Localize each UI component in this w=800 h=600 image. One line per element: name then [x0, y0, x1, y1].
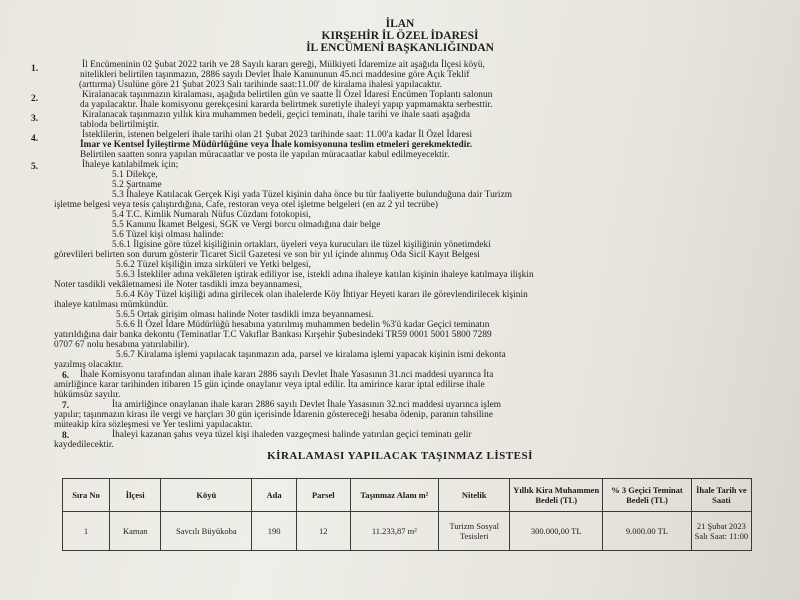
item-number: 6.	[62, 371, 70, 381]
item-line: Kiralanacak taşınmazın yıllık kira muhammen bedeli, geçici teminatı, ihale tarihi ve ihale saati aşağıda	[82, 110, 471, 120]
table-header-row	[63, 479, 752, 512]
item-line: 5.5 Kanunu İkamet Belgesi, SGK ve Vergi borcu olmadığına dair belge	[112, 220, 381, 230]
table-title: KİRALAMASI YAPILACAK TAŞINMAZ LİSTESİ	[267, 450, 533, 462]
notice-title: İLAN	[385, 18, 415, 30]
item-line: nitelikleri belirtilen taşınmazın, 2886 sayılı Devlet İhale Kanununun 45.nci maddesine göre Açık Teklif	[80, 70, 470, 80]
item-line: 5.6.3 İstekliler adına vekâleten iştirak ediliyor ise, istekli adına ihaleye katılan kişinin ihaleye katılmaya ilişkin	[116, 270, 534, 280]
item-line: (arttırma) Usulüne göre 21 Şubat 2023 Salı tarihinde saat:11.00' de kiralama ihalesi yapılacaktır.	[79, 80, 443, 90]
item-line: 5.6.7 Kiralama işlemi yapılacak taşınmazın ada, parsel ve kiralama işlemi yapacak kişinin ismi dekonta	[116, 350, 506, 360]
item-line: hükümsüz sayılır.	[54, 390, 121, 400]
item-line: 5.6.4 Köy Tüzel kişiliği adına girilecek olan ihalelerde Köy İhtiyar Heyeti kararı ile görevlendirilecek kişinin	[116, 290, 528, 300]
item-number: 8.	[62, 431, 70, 441]
item-line: 5.2 Şartname	[112, 180, 162, 190]
item-line: İsteklilerin, istenen belgeleri ihale tarihi olan 21 Şubat 2023 tarihinde saat: 11.00'a kadar İl Özel İdaresi	[82, 130, 473, 140]
item-line: İhale Komisyonu tarafından alınan ihale kararı 2886 sayılı Devlet İhale Yasasının 31.nci maddesi uyarınca İta	[80, 370, 494, 380]
table-row	[63, 512, 752, 551]
item-line: İta amirliğince onaylanan ihale kararı 2886 sayılı Devlet İhale Yasasının 32.nci maddesi uyarınca işlem	[112, 400, 502, 410]
item-line: işletme belgesi veya tesis çalıştırdığına, Cafe, restoran veya otel işletme belgeleri (en az 2 yıl tecrübe)	[54, 200, 439, 210]
item-line: 5.6.6 İl Özel İdare Müdürlüğü hesabına yatırılmış muhammen bedelin %3'ü kadar Geçici teminatın	[116, 320, 490, 330]
item-line: İhaleye katılabilmek için;	[82, 160, 179, 170]
item-line: İl Encümeninin 02 Şubat 2022 tarih ve 28 Sayılı kararı gereği, Mülkiyeti İdaremize ait aşağıda İlçesi köyü,	[82, 60, 485, 70]
table-cell: Turizm Sosyal Tesisleri	[439, 512, 510, 551]
column-header: Ada	[252, 479, 297, 512]
item-line: yapılır; taşınmazın kirası ile vergi ve harçları 30 gün içerisinde İdarenin göstereceği hesaba ödenip, paranın tahsiline	[54, 410, 494, 420]
table-cell: Kaman	[110, 512, 161, 551]
item-line: 5.6.5 Ortak girişim olması halinde Noter tasdikli imza beyannamesi.	[116, 310, 374, 320]
column-header: Yıllık Kira Muhammen Bedeli (TL)	[510, 479, 603, 512]
item-line: müteakip kira sözleşmesi ve Yer teslimi yapılacaktır.	[54, 420, 253, 430]
item-number: 1.	[31, 64, 39, 74]
table-cell: 12	[297, 512, 351, 551]
item-line: Noter tasdikli vekâletnamesi ile Noter tasdikli imza beyannamesi,	[54, 280, 302, 290]
item-line: görevlileri belirten son durum gösterir Ticaret Sicil Gazetesi ve son bir yıl içinde alınmış Oda Sicil Kayıt Belgesi	[54, 250, 480, 260]
item-number: 5.	[31, 162, 39, 172]
item-line: 5.6.2 Tüzel kişiliğin imza sirküleri ve Yetki belgesi,	[116, 260, 311, 270]
table-cell: 300.000,00 TL	[510, 512, 603, 551]
item-line: yazılmış olacaktır.	[54, 360, 124, 370]
item-line: 5.6.1 İlgisine göre tüzel kişiliğinin ortakları, üyeleri veya kurucuları ile tüzel kişiliğinin yönetimdeki	[112, 240, 491, 250]
table-cell: Savcılı Büyükoba	[161, 512, 252, 551]
item-line: İmar ve Kentsel İyileştirme Müdürlüğüne veya İhale komisyonuna teslim etmeleri gerekmektedir.	[80, 140, 473, 150]
item-line: kaydedilecektir.	[54, 440, 114, 450]
table-cell: 9.000.00 TL	[603, 512, 692, 551]
table-cell: 21 Şubat 2023 Salı Saat: 11:00	[691, 512, 751, 551]
item-line: amirliğince karar tarihinden itibaren 15 gün içinde onaylanır veya iptal edilir. İta amirince karar iptal edilirse ihale	[54, 380, 485, 390]
item-line: İhaleyi kazanan şahıs veya tüzel kişi ihaleden vazgeçmesi halinde yatırılan geçici teminatı gelir	[112, 430, 472, 440]
table-cell: 1	[63, 512, 110, 551]
table-cell: 190	[252, 512, 297, 551]
item-number: 2.	[31, 94, 39, 104]
item-number: 3.	[31, 114, 39, 124]
item-line: 5.3 İhaleye Katılacak Gerçek Kişi yada Tüzel kişinin daha önce bu tür faaliyette bulunduğuna dair Turizm	[112, 190, 513, 200]
column-header: İlçesi	[110, 479, 161, 512]
column-header: Köyü	[161, 479, 252, 512]
column-header: Nitelik	[439, 479, 510, 512]
item-number: 7.	[62, 401, 70, 411]
column-header: Taşınmaz Alanı m²	[350, 479, 439, 512]
item-line: ihaleye katılması mümkündür.	[54, 300, 169, 310]
table-cell: 11.233,87 m²	[350, 512, 439, 551]
item-line: Belirtilen saatten sonra yapılan müracaatlar ve posta ile yapılan müracaatlar kabul edilmeyecektir.	[80, 150, 450, 160]
column-header: Parsel	[297, 479, 351, 512]
item-line: 5.6 Tüzel kişi olması halinde:	[112, 230, 224, 240]
item-line: da yapılacaktır. İhale komisyonu gerekçesini kararda belirtmek suretiyle ihaleyi yapıp yapmamakta serbesttir.	[80, 100, 493, 110]
item-line: tabloda belirtilmiştir.	[80, 120, 160, 130]
item-number: 4.	[31, 134, 39, 144]
item-line: 5.4 T.C. Kimlik Numaralı Nüfus Cüzdanı fotokopisi,	[112, 210, 311, 220]
department-name: İL ENCÜMENİ BAŞKANLIĞINDAN	[306, 42, 494, 54]
item-line: 0707 67 nolu hesabına yatırılabilir).	[54, 340, 190, 350]
item-line: yatırıldığına dair banka dekontu (Teminatlar T.C Vakıflar Bankası Kırşehir Şubesindeki TR59 0001 5001 5800 7289	[54, 330, 492, 340]
item-line: 5.1 Dilekçe,	[112, 170, 158, 180]
column-header: İhale Tarih ve Saati	[691, 479, 751, 512]
column-header: % 3 Geçici Teminat Bedeli (TL)	[603, 479, 692, 512]
item-line: Kiralanacak taşınmazın kiralaması, aşağıda belirtilen gün ve saatte İl Özel İdaresi Encümen Toplantı salonun	[82, 90, 493, 100]
column-header: Sıra No	[63, 479, 110, 512]
organization-name: KIRŞEHİR İL ÖZEL İDARESİ	[321, 30, 479, 42]
property-table	[62, 478, 752, 551]
